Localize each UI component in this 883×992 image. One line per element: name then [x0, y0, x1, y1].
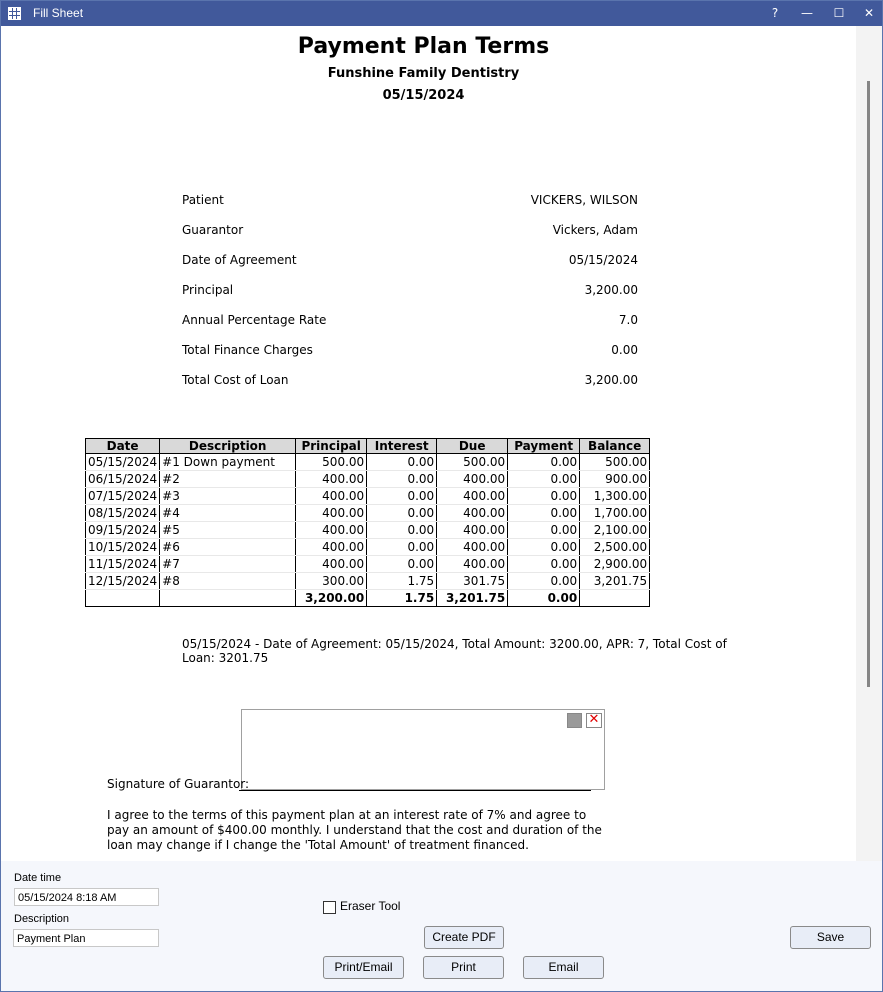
print-button[interactable]: Print: [423, 956, 504, 979]
field-label-guarantor: Guarantor: [182, 223, 244, 237]
field-label-finance-charges: Total Finance Charges: [182, 343, 313, 357]
table-cell: 500.00: [580, 454, 650, 471]
description-field[interactable]: Payment Plan: [13, 929, 159, 947]
table-cell: 301.75: [437, 573, 508, 590]
table-cell: 0.00: [367, 471, 437, 488]
maximize-button[interactable]: ☐: [833, 6, 845, 20]
table-cell: 400.00: [437, 556, 508, 573]
table-cell: 12/15/2024: [86, 573, 160, 590]
minimize-button[interactable]: —: [801, 6, 813, 20]
column-header: Due: [437, 439, 508, 454]
window-title: Fill Sheet: [33, 6, 84, 20]
table-cell: #4: [160, 505, 296, 522]
datetime-field[interactable]: 05/15/2024 8:18 AM: [14, 888, 159, 906]
table-cell: 0.00: [367, 522, 437, 539]
field-label-principal: Principal: [182, 283, 234, 297]
table-cell: 0.00: [508, 488, 580, 505]
table-cell: 400.00: [437, 505, 508, 522]
table-cell: 400.00: [437, 471, 508, 488]
table-row: [86, 488, 650, 505]
field-value-date-of-agreement: 05/15/2024: [568, 253, 638, 267]
table-cell: 500.00: [437, 454, 508, 471]
table-cell: 0.00: [508, 471, 580, 488]
field-value-finance-charges: 0.00: [611, 343, 638, 357]
practice-name: Funshine Family Dentistry: [327, 66, 520, 81]
table-cell: 400.00: [296, 522, 367, 539]
table-cell: #2: [160, 471, 296, 488]
table-cell: 07/15/2024: [86, 488, 160, 505]
total-cell: 0.00: [508, 590, 580, 607]
scrollbar-thumb[interactable]: [867, 81, 870, 687]
signature-line: [239, 790, 591, 791]
column-header: Balance: [580, 439, 650, 454]
table-cell: 0.00: [367, 454, 437, 471]
table-cell: 400.00: [296, 556, 367, 573]
table-row: [86, 539, 650, 556]
agreement-summary: 05/15/2024 - Date of Agreement: 05/15/2024, Total Amount: 3200.00, APR: 7, Total Cost of Loan: 3201.75: [182, 637, 727, 665]
field-value-patient: VICKERS, WILSON: [530, 193, 638, 207]
table-cell: 1,700.00: [580, 505, 650, 522]
close-button[interactable]: ✕: [863, 6, 875, 20]
table-cell: 06/15/2024: [86, 471, 160, 488]
table-cell: 400.00: [437, 522, 508, 539]
column-header: Principal: [296, 439, 367, 454]
field-value-principal: 3,200.00: [584, 283, 638, 297]
table-row: [86, 556, 650, 573]
table-cell: 400.00: [437, 488, 508, 505]
field-value-apr: 7.0: [618, 313, 638, 327]
datetime-label: Date time: [14, 872, 62, 884]
eraser-tool-label[interactable]: Eraser Tool: [340, 899, 401, 913]
totals-row: [86, 590, 650, 607]
table-cell: 0.00: [367, 488, 437, 505]
table-header-row: [86, 439, 650, 454]
email-button[interactable]: Email: [523, 956, 604, 979]
total-cell: 3,200.00: [296, 590, 367, 607]
table-cell: #8: [160, 573, 296, 590]
sheet-date: 05/15/2024: [382, 88, 465, 103]
table-cell: 0.00: [508, 522, 580, 539]
table-cell: 400.00: [437, 539, 508, 556]
total-cell: [86, 590, 160, 607]
table-row: [86, 471, 650, 488]
field-label-date-of-agreement: Date of Agreement: [182, 253, 297, 267]
eraser-tool-checkbox[interactable]: [323, 901, 336, 914]
table-cell: 2,900.00: [580, 556, 650, 573]
table-cell: #5: [160, 522, 296, 539]
clear-signature-icon[interactable]: ✕: [586, 713, 602, 728]
table-cell: 10/15/2024: [86, 539, 160, 556]
table-cell: 2,500.00: [580, 539, 650, 556]
table-cell: 2,100.00: [580, 522, 650, 539]
table-cell: 08/15/2024: [86, 505, 160, 522]
table-cell: 400.00: [296, 505, 367, 522]
app-grid-icon: [8, 7, 21, 20]
total-cell: [580, 590, 650, 607]
table-cell: 0.00: [508, 573, 580, 590]
sheet-title: Payment Plan Terms: [297, 34, 550, 59]
column-header: Date: [86, 439, 160, 454]
pen-edit-icon[interactable]: [567, 713, 582, 728]
table-cell: #3: [160, 488, 296, 505]
total-cell: 1.75: [367, 590, 437, 607]
table-cell: 0.00: [367, 539, 437, 556]
signature-label: Signature of Guarantor:: [107, 777, 250, 791]
help-button[interactable]: ?: [771, 6, 779, 20]
description-label: Description: [14, 913, 70, 925]
table-cell: #1 Down payment: [160, 454, 296, 471]
table-row: [86, 522, 650, 539]
total-cell: [160, 590, 296, 607]
create-pdf-button[interactable]: Create PDF: [424, 926, 504, 949]
table-cell: 3,201.75: [580, 573, 650, 590]
table-cell: 0.00: [508, 539, 580, 556]
table-row: [86, 454, 650, 471]
sheet-canvas: [1, 26, 856, 861]
table-cell: 0.00: [508, 505, 580, 522]
column-header: Interest: [367, 439, 437, 454]
title-bar: [1, 1, 882, 26]
field-label-apr: Annual Percentage Rate: [182, 313, 327, 327]
table-cell: 0.00: [367, 556, 437, 573]
total-cell: 3,201.75: [437, 590, 508, 607]
table-row: [86, 573, 650, 590]
column-header: Payment: [508, 439, 580, 454]
agreement-text: I agree to the terms of this payment plan at an interest rate of 7% and agree to pay an amount of $400.00 monthly. I understand that the cost and duration of the loan may change if I change the 'Total Amount' of treatment financed.: [107, 808, 602, 852]
table-cell: 400.00: [296, 471, 367, 488]
field-label-total-cost: Total Cost of Loan: [182, 373, 289, 387]
table-cell: 900.00: [580, 471, 650, 488]
table-cell: 300.00: [296, 573, 367, 590]
field-label-patient: Patient: [182, 193, 224, 207]
print-email-button[interactable]: Print/Email: [323, 956, 404, 979]
table-cell: 1,300.00: [580, 488, 650, 505]
field-value-guarantor: Vickers, Adam: [552, 223, 638, 237]
table-cell: 05/15/2024: [86, 454, 160, 471]
payment-schedule-table: [85, 438, 650, 607]
table-cell: #6: [160, 539, 296, 556]
table-cell: 400.00: [296, 539, 367, 556]
table-cell: 400.00: [296, 488, 367, 505]
table-cell: 0.00: [367, 505, 437, 522]
table-cell: 09/15/2024: [86, 522, 160, 539]
column-header: Description: [160, 439, 296, 454]
table-cell: 11/15/2024: [86, 556, 160, 573]
signature-box[interactable]: [241, 709, 605, 790]
table-cell: 500.00: [296, 454, 367, 471]
field-value-total-cost: 3,200.00: [584, 373, 638, 387]
save-button[interactable]: Save: [790, 926, 871, 949]
table-cell: 0.00: [508, 454, 580, 471]
table-cell: 0.00: [508, 556, 580, 573]
table-cell: 1.75: [367, 573, 437, 590]
table-row: [86, 505, 650, 522]
table-cell: #7: [160, 556, 296, 573]
